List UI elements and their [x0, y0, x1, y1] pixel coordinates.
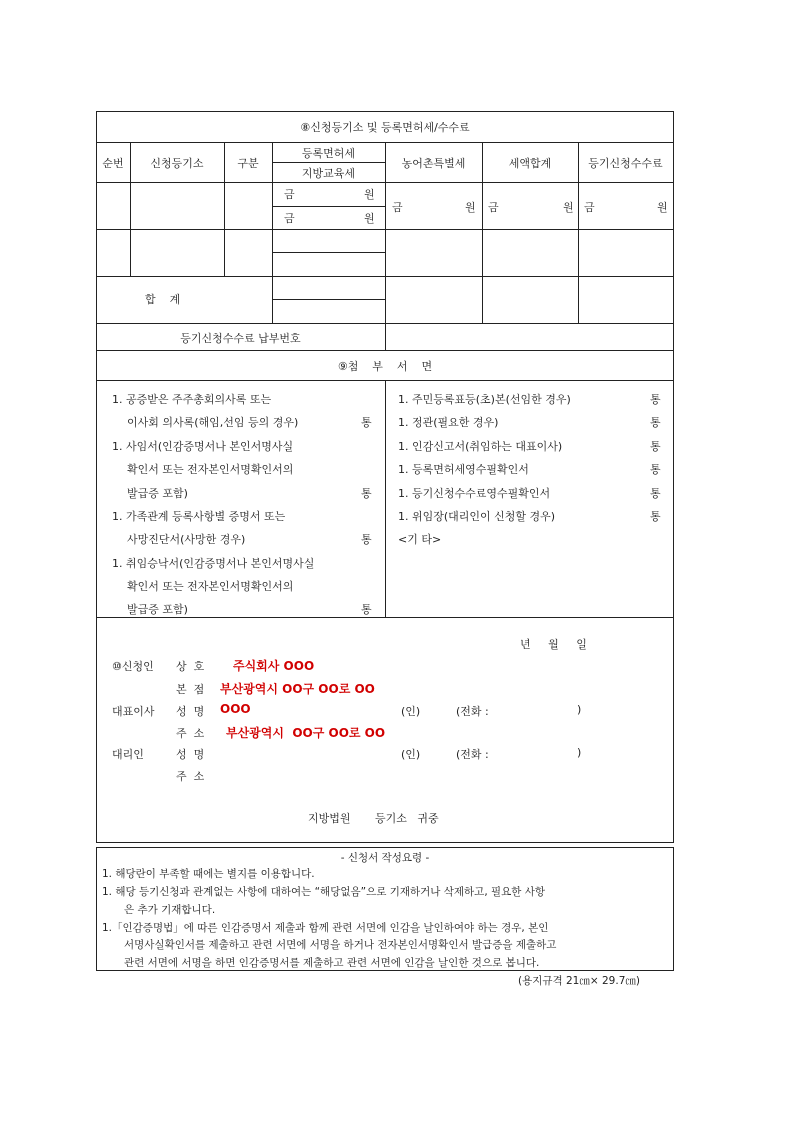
list-item: 확인서 또는 전자본인서명확인서의 [127, 463, 294, 476]
rep-label: 대표이사 [112, 705, 155, 718]
note-line: 1. 해당란이 부족할 때에는 별지를 이용합니다. [102, 868, 315, 880]
won-label: 금 [488, 201, 499, 214]
header-reg-tax: 등록면허세 [301, 147, 356, 160]
won-unit: 원 [465, 201, 476, 214]
list-item: 1. 가족관계 등록사항별 증명서 또는 [112, 510, 286, 523]
note-line: 서명사실확인서를 제출하고 관련 서면에 서명을 하거나 전자본인서명확인서 발급증을 제출하고 [124, 939, 557, 951]
phone-label: (전화 : [456, 748, 489, 761]
list-item: 1. 등기신청수수료영수필확인서 [398, 487, 551, 500]
list-item: 1. 공증받은 주주총회의사록 또는 [112, 393, 272, 406]
note-line: 1.「인감증명법」에 따른 인감증명서 제출과 함께 관련 서면에 인감을 날인하여야 하는 경우, 본인 [102, 922, 549, 934]
tong-label: 통 [650, 510, 661, 523]
list-item: 1. 인감신고서(취임하는 대표이사) [398, 440, 563, 453]
list-item: <기 타> [398, 533, 442, 546]
section9-title: ⑨첨 부 서 면 [337, 360, 433, 373]
rep-address-value: 부산광역시 OO구 OO로 OO [226, 726, 386, 740]
tong-label: 통 [650, 487, 661, 500]
court-line: 지방법원 등기소 귀중 [308, 812, 439, 825]
trade-name-label: 상 호 [176, 660, 205, 673]
won-unit: 원 [364, 212, 375, 225]
total-label: 합 계 [145, 293, 181, 306]
phone-close: ) [577, 703, 582, 716]
address-label: 주 소 [176, 770, 205, 783]
paper-size: (용지규격 21㎝× 29.7㎝) [518, 975, 640, 987]
phone-label: (전화 : [456, 705, 489, 718]
list-item: 이사회 의사록(해임,선임 등의 경우) [127, 416, 299, 429]
head-office-value: 부산광역시 OO구 OO로 OO [220, 682, 375, 696]
seal-label: (인) [401, 748, 421, 761]
header-agri-tax: 농어촌특별세 [401, 157, 466, 170]
head-office-label: 본 점 [176, 683, 205, 696]
list-item: 1. 취임승낙서(인감증명서나 본인서명사실 [112, 557, 315, 570]
header-local-edu-tax: 지방교육세 [301, 167, 356, 180]
agent-label: 대리인 [112, 748, 144, 761]
phone-close: ) [577, 746, 582, 759]
list-item: 1. 정관(필요한 경우) [398, 416, 499, 429]
won-unit: 원 [657, 201, 668, 214]
trade-name-value: 주식회사 OOO [233, 659, 315, 673]
won-unit: 원 [563, 201, 574, 214]
list-item: 확인서 또는 전자본인서명확인서의 [127, 580, 294, 593]
header-no: 순번 [102, 157, 124, 170]
won-label: 금 [284, 188, 295, 201]
header-tax-total: 세액합계 [508, 157, 552, 170]
notes-title: - 신청서 작성요령 - [340, 852, 430, 864]
section8-title: ⑧신청등기소 및 등록면허세/수수료 [300, 121, 470, 134]
header-fee: 등기신청수수료 [588, 157, 663, 170]
tong-label: 통 [650, 416, 661, 429]
header-category: 구분 [237, 157, 259, 170]
tong-label: 통 [361, 603, 372, 616]
note-line: 1. 해당 등기신청과 관계없는 사항에 대하여는 “해당없음”으로 기재하거나 삭제하고, 필요한 사항 [102, 886, 546, 898]
tong-label: 통 [650, 463, 661, 476]
list-item: 발급증 포함) [127, 603, 188, 616]
won-unit: 원 [364, 188, 375, 201]
seal-label: (인) [401, 705, 421, 718]
won-label: 금 [584, 201, 595, 214]
list-item: 1. 사임서(인감증명서나 본인서명사실 [112, 440, 294, 453]
address-label: 주 소 [176, 727, 205, 740]
tong-label: 통 [361, 416, 372, 429]
list-item: 1. 주민등록표등(초)본(선임한 경우) [398, 393, 571, 406]
date-line: 년 월 일 [520, 638, 587, 651]
won-label: 금 [284, 212, 295, 225]
header-office: 신청등기소 [150, 157, 204, 170]
fee-payment-no-label: 등기신청수수료 납부번호 [180, 332, 301, 345]
list-item: 발급증 포함) [127, 487, 188, 500]
tong-label: 통 [361, 487, 372, 500]
name-label: 성 명 [176, 748, 205, 761]
won-label: 금 [392, 201, 403, 214]
list-item: 사망진단서(사망한 경우) [127, 533, 246, 546]
tong-label: 통 [650, 393, 661, 406]
applicant-label: ⑩신청인 [112, 660, 154, 673]
rep-name-value: OOO [220, 702, 251, 716]
note-line: 관련 서면에 서명을 하면 인감증명서를 제출하고 관련 서면에 인감을 날인한 것으로 봅니다. [124, 957, 540, 969]
note-line: 은 추가 기재합니다. [124, 904, 216, 916]
name-label: 성 명 [176, 705, 205, 718]
tong-label: 통 [361, 533, 372, 546]
list-item: 1. 위임장(대리인이 신청할 경우) [398, 510, 556, 523]
tong-label: 통 [650, 440, 661, 453]
list-item: 1. 등록면허세영수필확인서 [398, 463, 529, 476]
